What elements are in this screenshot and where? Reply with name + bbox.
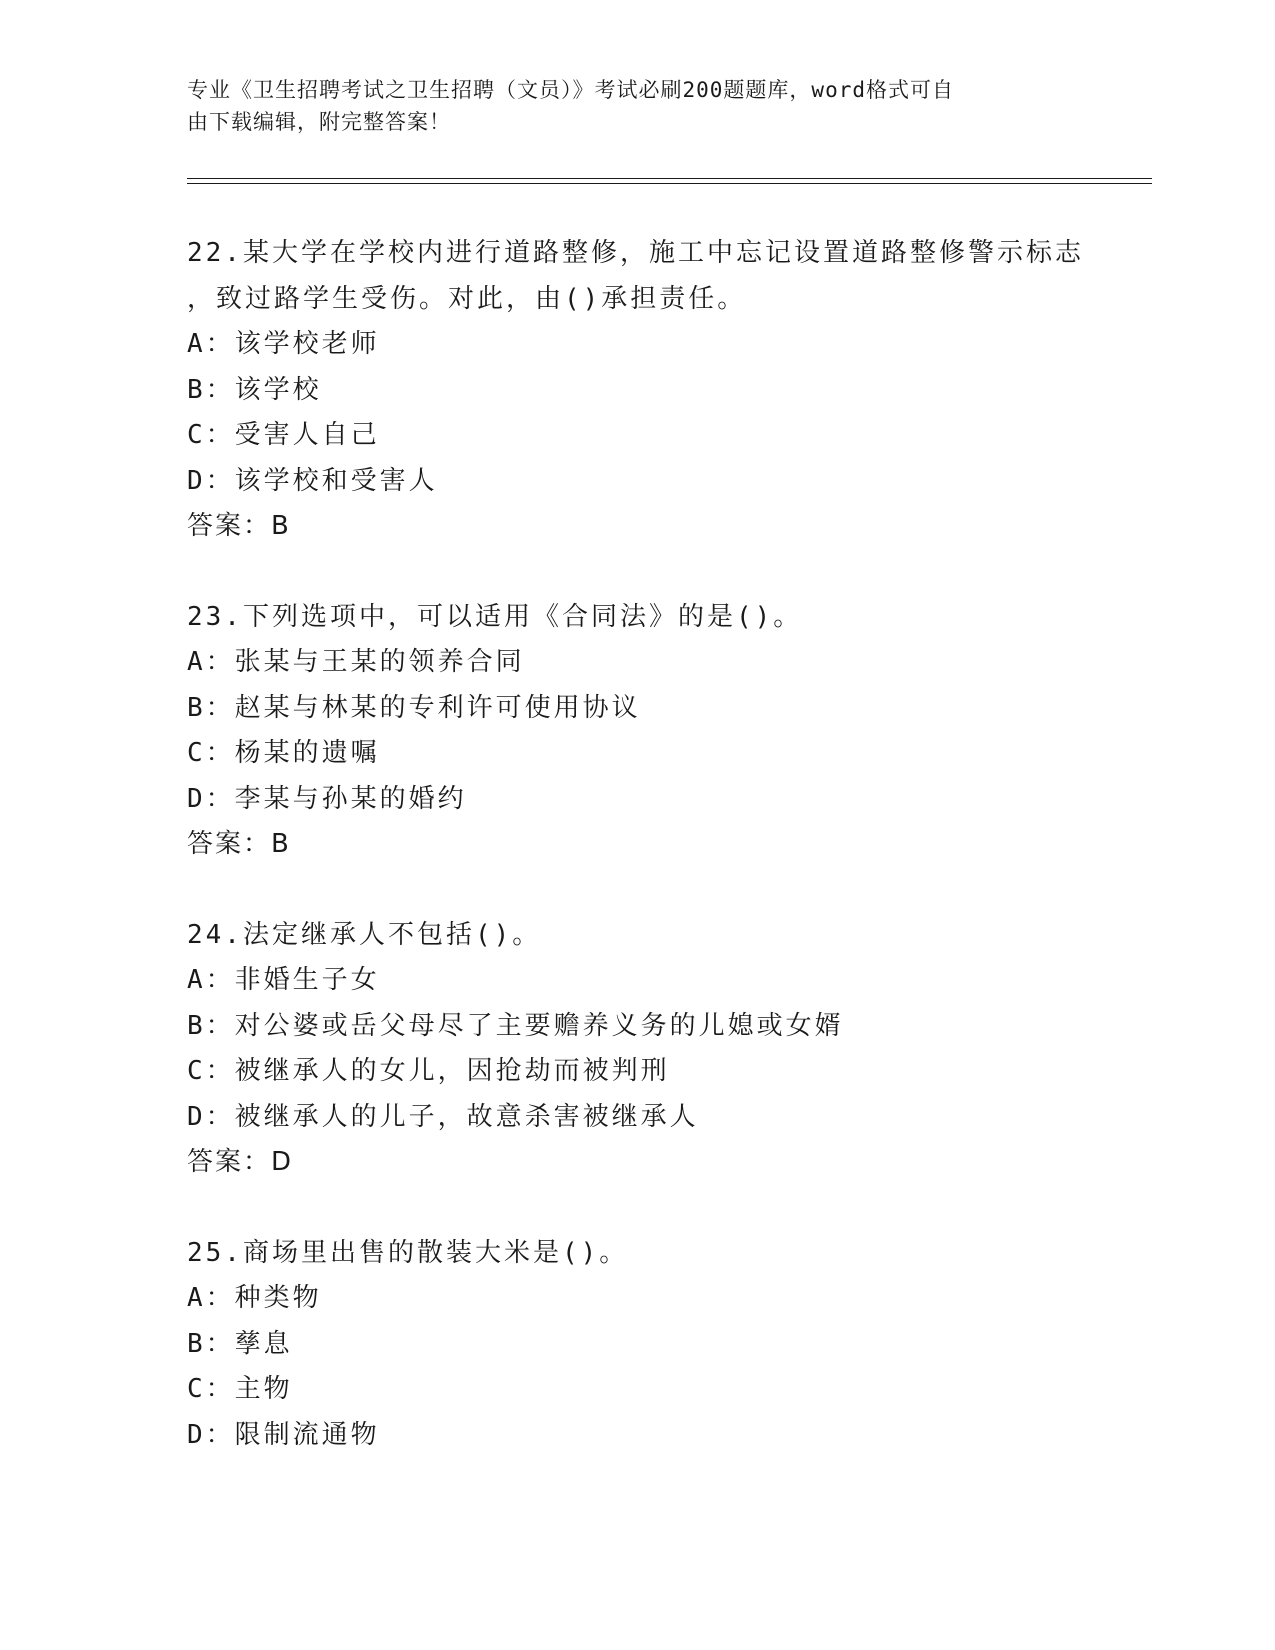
question-22 (187, 230, 1147, 549)
header-title-line-1: 专业《卫生招聘考试之卫生招聘（文员）》考试必刷200题题库，word格式可自 (187, 78, 954, 102)
option-b: B：对公婆或岳父母尽了主要赡养义务的儿媳或女婿 (187, 1010, 844, 1041)
question-stem (187, 230, 1087, 322)
answer: 答案：D (187, 1147, 294, 1177)
question-25 (187, 1230, 1147, 1458)
document-header (187, 74, 1067, 138)
option-c: C：被继承人的女儿，因抢劫而被判刑 (187, 1056, 670, 1086)
answer: 答案：B (187, 511, 291, 541)
option-a: A：该学校老师 (187, 329, 380, 359)
option-d: D：被继承人的儿子，故意杀害被继承人 (187, 1101, 699, 1132)
question-stem (187, 1230, 1087, 1276)
option-a: A：非婚生子女 (187, 965, 380, 995)
question-24 (187, 912, 1147, 1185)
question-stem-line: 24.法定继承人不包括()。 (187, 920, 542, 950)
question-23 (187, 594, 1147, 867)
header-divider-bottom (187, 183, 1152, 184)
answer: 答案：B (187, 829, 291, 859)
question-stem-line: 22.某大学在学校内进行道路整修，施工中忘记设置道路整修警示标志 (187, 238, 1084, 268)
option-d: D：限制流通物 (187, 1419, 380, 1450)
option-a: A：张某与王某的领养合同 (187, 647, 525, 677)
option-b: B：赵某与林某的专利许可使用协议 (187, 692, 641, 723)
question-stem (187, 912, 1087, 958)
header-title-line-2: 由下载编辑，附完整答案！ (187, 110, 451, 134)
header-divider-top (187, 178, 1152, 179)
option-b: B：该学校 (187, 374, 322, 405)
option-c: C：杨某的遗嘱 (187, 738, 380, 768)
option-c: C：受害人自己 (187, 420, 380, 450)
option-d: D：该学校和受害人 (187, 465, 438, 496)
question-stem-line: 23.下列选项中，可以适用《合同法》的是()。 (187, 602, 803, 632)
option-a: A：种类物 (187, 1283, 322, 1313)
question-list (187, 230, 1147, 1503)
question-stem-line: 25.商场里出售的散装大米是()。 (187, 1238, 629, 1268)
question-stem-line: ，致过路学生受伤。对此，由()承担责任。 (187, 284, 747, 314)
option-d: D：李某与孙某的婚约 (187, 783, 467, 814)
option-c: C：主物 (187, 1374, 293, 1404)
option-b: B：孳息 (187, 1328, 293, 1359)
question-stem (187, 594, 1087, 640)
